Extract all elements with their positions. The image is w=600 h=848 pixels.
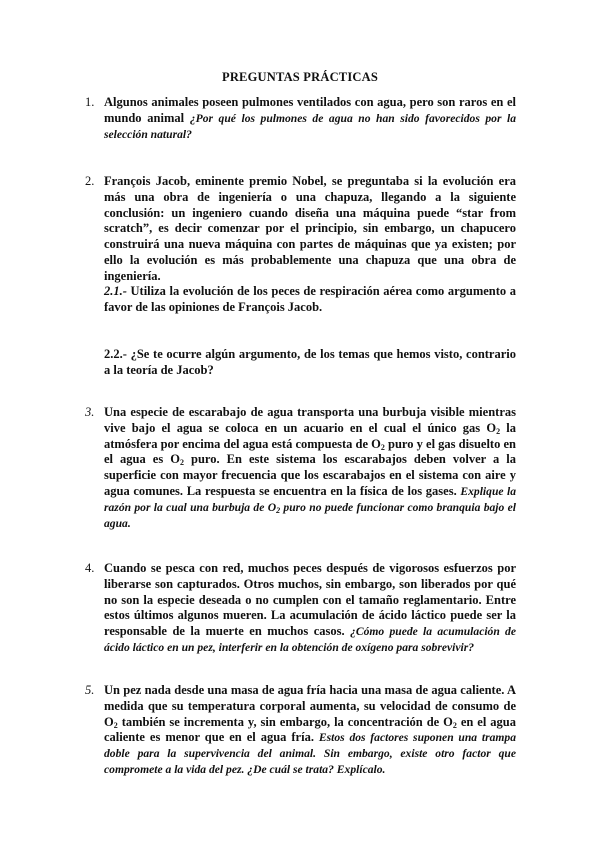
- page-title: PREGUNTAS PRÁCTICAS: [221, 70, 378, 84]
- subscript: 2: [380, 442, 385, 452]
- subscript: 2: [179, 458, 184, 468]
- question-1: [85, 95, 516, 142]
- question-prompt-part: puro no puede funcionar como branquia bajo el agua.: [104, 500, 516, 530]
- question-text-part: puro y el gas disuelto en el agua es O: [104, 436, 516, 467]
- subscript: 2: [496, 426, 501, 436]
- subscript: 2: [276, 505, 281, 515]
- question-number: 2.: [85, 174, 95, 188]
- question-text-part: la atmósfera por encima del agua está compuesta de O: [104, 420, 516, 451]
- question-text-part: Una especie de escarabajo de agua transporta una burbuja visible mientras vive bajo el agua se coloca en un acuario en el cual el único gas O: [104, 405, 516, 435]
- question-text-part: en el agua caliente es menor que en el agua fría.: [104, 714, 516, 745]
- question-text-part: Un pez nada desde una masa de agua fría hacia una masa de agua caliente. A medida que su temperatura corporal aumenta, su velocidad de consumo de O: [104, 683, 516, 729]
- question-4: [85, 561, 516, 656]
- question-prompt: ¿Cómo puede la acumulación de ácido láctico en un pez, interferir en la obtención de oxígeno para sobrevivir?: [104, 625, 516, 654]
- question-prompt: ¿Por qué los pulmones de agua no han sido favorecidos por la selección natural?: [104, 111, 516, 141]
- subquestion-text: 2.2.- ¿Se te ocurre algún argumento, de los temas que hemos visto, contrario a la teoría de Jacob?: [104, 347, 516, 377]
- question-prompt: Estos dos factores suponen una trampa doble para la supervivencia del animal. Sin embargo, existe otro factor que compromete a la vida del pez. ¿De cuál se trata? Explícalo.: [104, 731, 516, 776]
- subscript: 2: [113, 720, 118, 730]
- question-number: 4.: [85, 561, 95, 575]
- question-text: Algunos animales poseen pulmones ventilados con agua, pero son raros en el mundo animal: [104, 95, 516, 125]
- question-2-2: [104, 347, 516, 379]
- question-text-part: también se incrementa y, sin embargo, la concentración de O: [117, 714, 453, 729]
- question-number: 5.: [85, 683, 95, 697]
- question-2: [85, 174, 516, 285]
- question-text-part: puro. En este sistema los escarabajos deben volver a la superficie con mayor frecuencia que los escarabajos en el sistema con aire y agua comunes. La respuesta se encuentra en la física de los gases.: [104, 452, 516, 498]
- question-5: [85, 683, 516, 778]
- subquestion-label: 2.1.-: [104, 284, 127, 298]
- question-text: Cuando se pesca con red, muchos peces después de vigorosos esfuerzos por liberarse son capturados. Otros muchos, sin embargo, son liberados por qué no son la especie deseada o no cumplen con el tamaño reglamentario. Entre estos últimos algunos mueren. La acumulación de ácido láctico puede ser la responsable de la muerte en muchos casos.: [104, 561, 516, 639]
- question-prompt-part: Explique la razón por la cual una burbuja de O: [104, 484, 517, 514]
- question-3: [85, 405, 517, 531]
- question-2-1: [104, 284, 516, 316]
- question-number: 1.: [85, 95, 95, 109]
- question-text: François Jacob, eminente premio Nobel, se preguntaba si la evolución era más una obra de ingeniería o una chapuza, llegando a la siguiente conclusión: un ingeniero cuando diseña una máquina puede “star from scratch”, es decir comenzar por el principio, sin embargo, un chapucero construirá una nueva máquina con partes de máquinas que ya existen; por ello la evolución es más probablemente una chapuza que una obra de ingeniería.: [104, 174, 516, 283]
- question-number: 3.: [85, 405, 95, 419]
- subquestion-text: Utiliza la evolución de los peces de respiración aérea como argumento a favor de las opiniones de François Jacob.: [104, 284, 516, 314]
- subscript: 2: [452, 720, 457, 730]
